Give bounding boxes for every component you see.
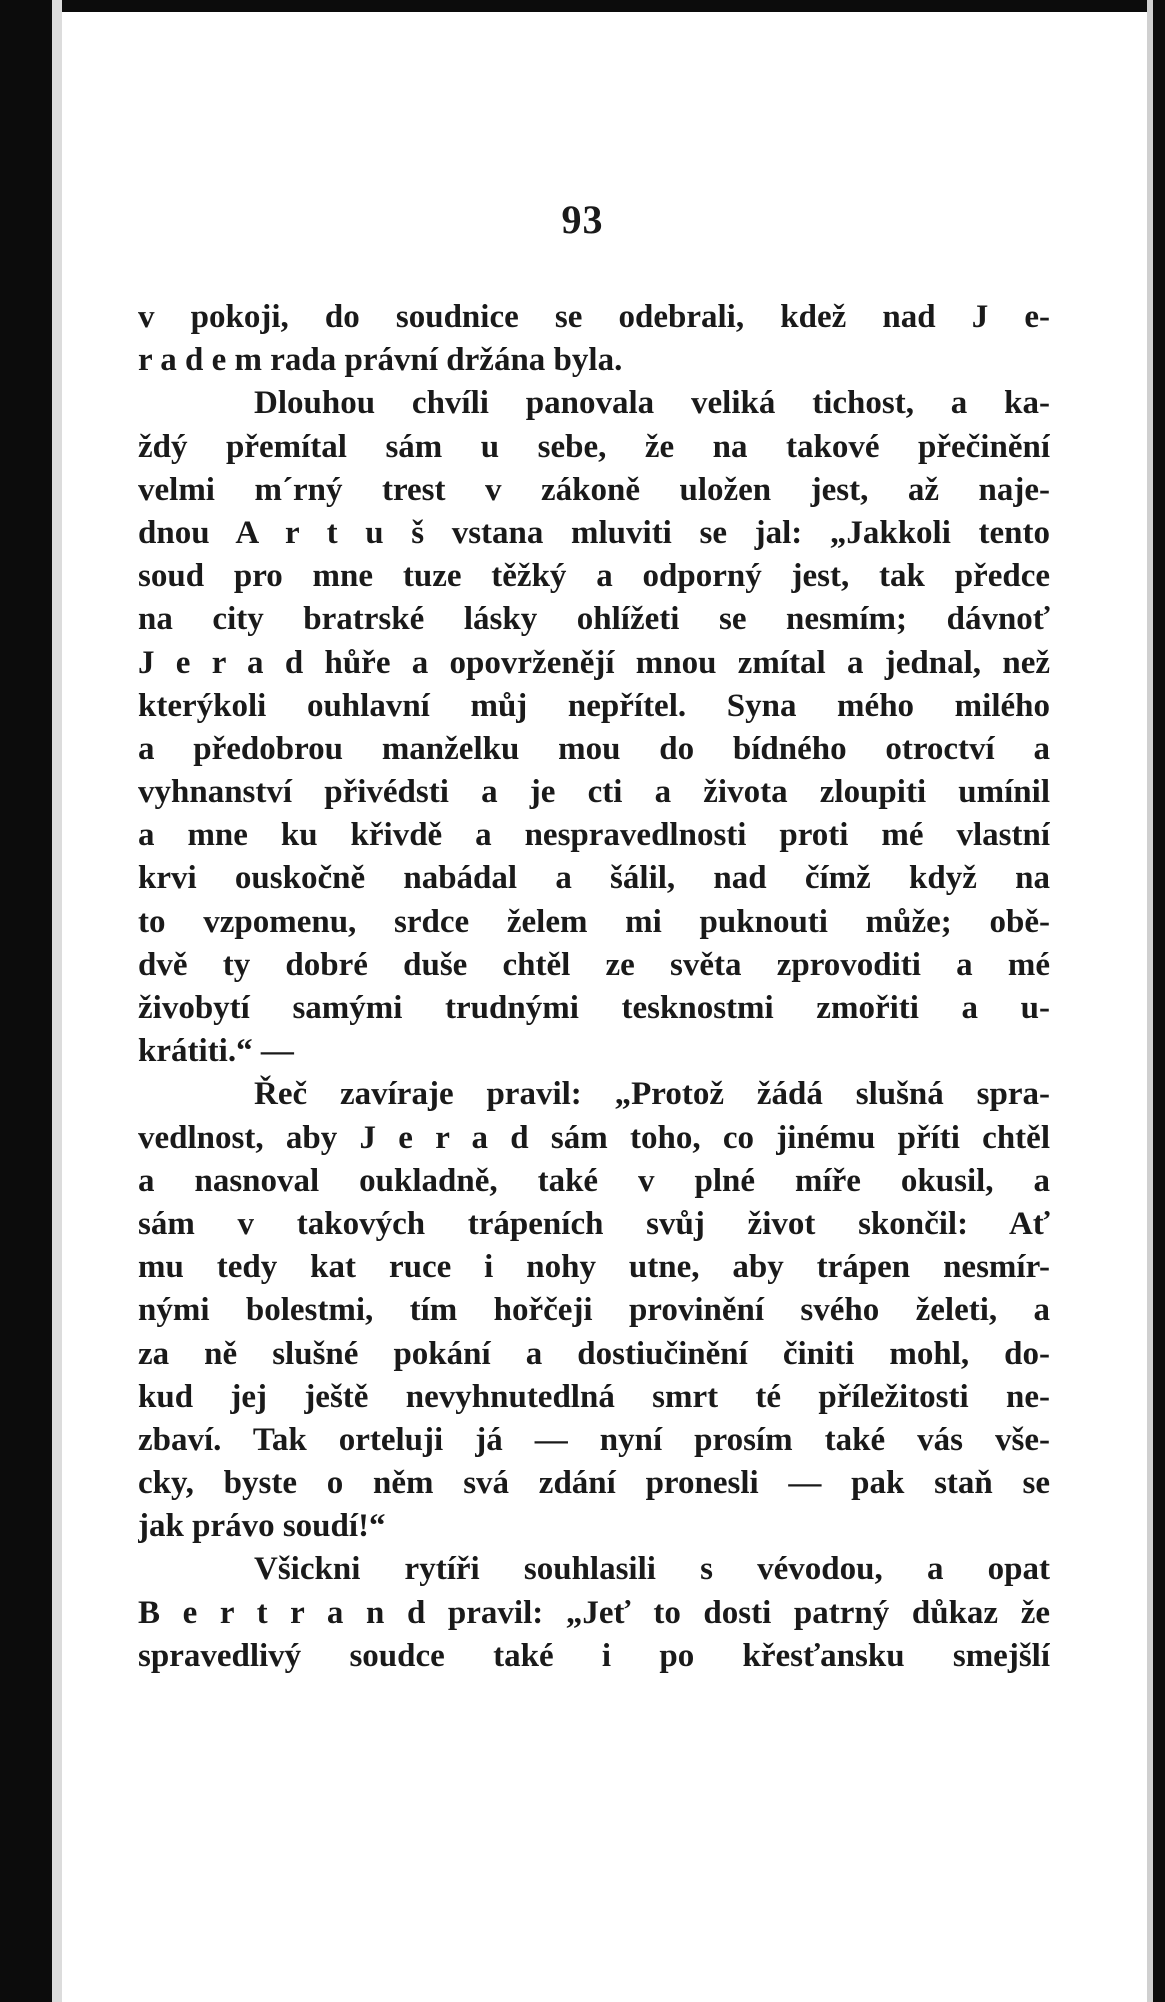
text-line: soud pro mne tuze těžký a odporný jest, tak předce xyxy=(138,558,1050,595)
scan-border-right xyxy=(1153,0,1165,2002)
text-line: Řeč zavíraje pravil: „Protož žádá slušná spra- xyxy=(254,1076,1050,1113)
text-line: B e r t r a n d pravil: „Jeť to dosti patrný důkaz že xyxy=(138,1594,1050,1631)
text-line: a mne ku křivdě a nespravedlnosti proti mé vlastní xyxy=(138,817,1050,854)
text-line: zbaví. Tak orteluji já — nyní prosím také vás vše- xyxy=(138,1421,1050,1458)
text-line: a nasnoval oukladně, také v plné míře okusil, a xyxy=(138,1162,1050,1199)
text-line: spravedlivý soudce také i po křesťansku smejšlí xyxy=(138,1637,1050,1674)
text-line: velmi m´rný trest v zákoně uložen jest, až naje- xyxy=(138,471,1050,508)
text-line: Všickni rytíři souhlasili s vévodou, a opat xyxy=(254,1551,1050,1588)
text-line: živobytí samými trudnými tesknostmi zmořiti a u- xyxy=(138,990,1050,1026)
text-line: na city bratrské lásky ohlížeti se nesmím; dávnoť xyxy=(138,601,1050,638)
text-line: kterýkoli ouhlavní můj nepřítel. Syna mého milého xyxy=(138,687,1050,724)
text-line: kud jej ještě nevyhnutedlná smrt té příležitosti ne- xyxy=(138,1378,1050,1415)
text-line: vedlnost, aby J e r a d sám toho, co jinému příti chtěl xyxy=(138,1119,1050,1156)
scan-gutter-shadow xyxy=(52,0,62,2002)
text-line: to vzpomenu, srdce želem mi puknouti může; obě- xyxy=(138,903,1050,940)
scan-border-left xyxy=(0,0,52,2002)
text-line: a předobrou manželku mou do bídného otroctví a xyxy=(138,730,1050,767)
text-line: jak právo soudí!“ xyxy=(138,1508,386,1545)
scan-border-top xyxy=(0,0,1165,12)
text-line: nými bolestmi, tím hořčeji provinění svého želeti, a xyxy=(138,1292,1050,1329)
text-line: dvě ty dobré duše chtěl ze světa zprovoditi a mé xyxy=(138,946,1050,983)
page-number: 93 xyxy=(561,197,604,242)
text-line: za ně slušné pokání a dostiučinění činiti mohl, do- xyxy=(138,1335,1050,1372)
text-line: ždý přemítal sám u sebe, že na takové přečinění xyxy=(138,428,1050,465)
text-line: vyhnanství přivédsti a je cti a života zloupiti umínil xyxy=(138,774,1050,811)
text-line: r a d e m rada právní držána byla. xyxy=(138,342,623,379)
text-line: krátiti.“ — xyxy=(138,1033,294,1070)
text-line: krvi ouskočně nabádal a šálil, nad čímž když na xyxy=(138,860,1050,897)
text-line: cky, byste o něm svá zdání pronesli — pak staň se xyxy=(138,1465,1050,1502)
text-line: J e r a d hůře a opovrženějí mnou zmítal a jednal, než xyxy=(138,644,1050,681)
scan-edge-shadow xyxy=(1147,0,1153,2002)
text-line: sám v takových trápeních svůj život skončil: Ať xyxy=(138,1205,1050,1242)
text-line: Dlouhou chvíli panovala veliká tichost, a ka- xyxy=(254,385,1050,422)
body-text xyxy=(138,296,1050,1678)
text-line: v pokoji, do soudnice se odebrali, kdež nad J e- xyxy=(138,299,1050,335)
text-line: dnou A r t u š vstana mluviti se jal: „Jakkoli tento xyxy=(138,514,1050,551)
text-line: mu tedy kat ruce i nohy utne, aby trápen nesmír- xyxy=(138,1249,1050,1286)
